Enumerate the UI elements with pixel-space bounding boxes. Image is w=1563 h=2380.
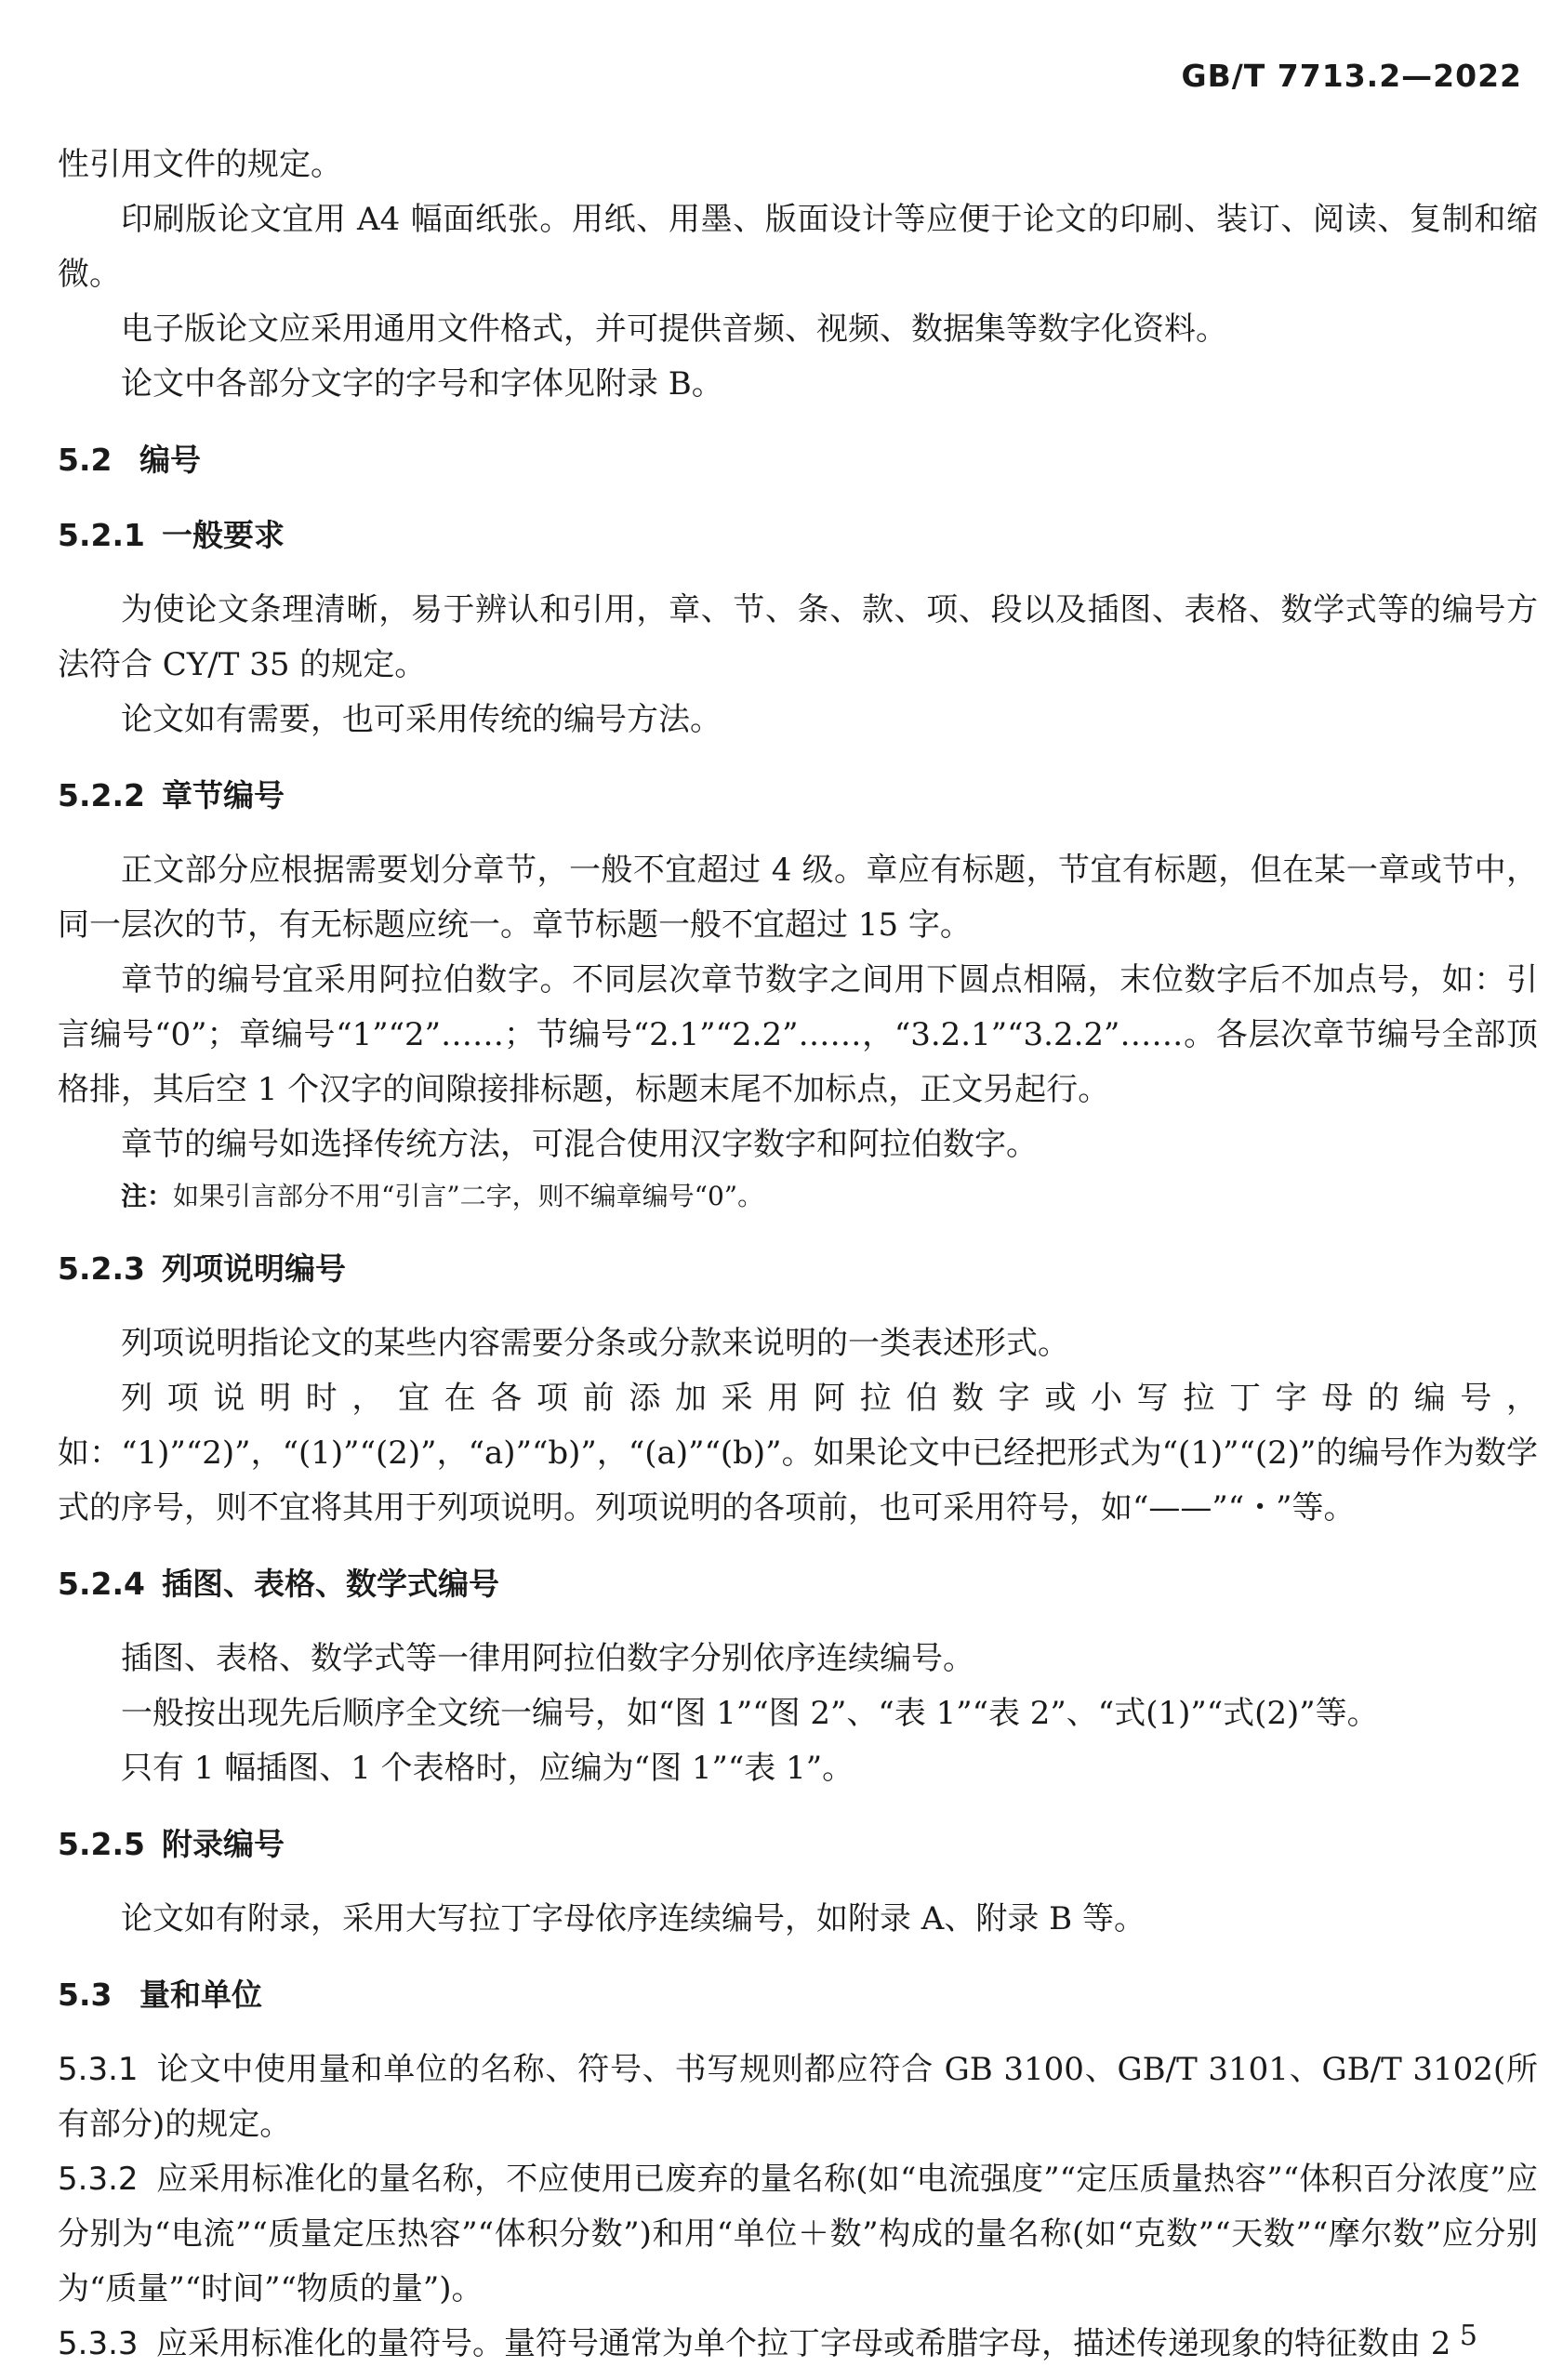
section-heading-5-2-1 [58, 508, 1538, 562]
section-number: 5.2.5 [58, 1826, 145, 1862]
section-title: 量和单位 [139, 1977, 262, 2013]
clause-number: 5.3.3 [58, 2325, 139, 2362]
note [58, 1172, 1538, 1221]
paragraph: 论文中各部分文字的字号和字体见附录 B。 [121, 365, 723, 403]
paragraph: 列项说明指论文的某些内容需要分条或分款来说明的一类表述形式。 [121, 1325, 1069, 1362]
section-title: 插图、表格、数学式编号 [162, 1566, 499, 1602]
clause-5-3-3 [58, 2317, 1538, 2372]
section-heading-5-3 [58, 1967, 1538, 2022]
section-title: 编号 [139, 442, 201, 478]
clause-number: 5.3.1 [58, 2051, 139, 2088]
section-heading-5-2-2 [58, 768, 1538, 823]
paragraph: 章节的编号如选择传统方法，可混合使用汉字数字和阿拉伯数字。 [121, 1126, 1038, 1163]
clause-5-3-1 [58, 2043, 1538, 2152]
section-title: 附录编号 [162, 1826, 285, 1862]
section-number: 5.2.3 [58, 1250, 145, 1287]
paragraph: 只有 1 幅插图、1 个表格时，应编为“图 1”“表 1”。 [121, 1750, 854, 1787]
section-title: 章节编号 [162, 777, 285, 813]
section-number: 5.2.2 [58, 777, 145, 813]
note-label: 注： [121, 1181, 174, 1211]
paragraph: 正文部分应根据需要划分章节，一般不宜超过 4 级。章应有标题，节宜有标题，但在某一章或节中，同一层次的节，有无标题应统一。章节标题一般不宜超过 15 字。 [58, 852, 1538, 944]
paragraph: 性引用文件的规定。 [58, 146, 342, 183]
page-number: 5 [1459, 2320, 1477, 2352]
document-id: GB/T 7713.2—2022 [1181, 58, 1522, 94]
clause-number: 5.3.2 [58, 2161, 139, 2198]
section-heading-5-2-3 [58, 1241, 1538, 1296]
paragraph: 列项说明时，宜在各项前添加采用阿拉伯数字或小写拉丁字母的编号，如：“1)”“2)”，“(1)”“(2)”，“a)”“b)”，“(a)”“(b)”。如果论文中已经把形式为“(1)”“(2)”的编号作为数学式的序号，则不宜将其用于列项说明。列项说明的各项前，也可采用符号，如“——”“・”等。 [58, 1380, 1538, 1527]
section-number: 5.2.1 [58, 517, 145, 553]
section-number: 5.3 [58, 1977, 113, 2013]
paragraph: 印刷版论文宜用 A4 幅面纸张。用纸、用墨、版面设计等应便于论文的印刷、装订、阅读、复制和缩微。 [58, 201, 1538, 293]
paragraph: 论文如有需要，也可采用传统的编号方法。 [121, 701, 722, 738]
section-number: 5.2 [58, 442, 113, 478]
section-heading-5-2-5 [58, 1817, 1538, 1871]
clause-text: 应采用标准化的量符号。量符号通常为单个拉丁字母或希腊字母，描述传递现象的特征数由 2 [156, 2325, 1451, 2362]
paragraph: 插图、表格、数学式等一律用阿拉伯数字分别依序连续编号。 [121, 1640, 974, 1677]
clause-5-3-2 [58, 2152, 1538, 2317]
clause-text: 论文中使用量和单位的名称、符号、书写规则都应符合 GB 3100、GB/T 3101、GB/T 3102(所有部分)的规定。 [58, 2051, 1538, 2143]
note-text: 如果引言部分不用“引言”二字，则不编章编号“0”。 [173, 1181, 764, 1211]
section-heading-5-2 [58, 432, 1538, 487]
clause-text: 应采用标准化的量名称，不应使用已废弃的量名称(如“电流强度”“定压质量热容”“体积百分浓度”应分别为“电流”“质量定压热容”“体积分数”)和用“单位＋数”构成的量名称(如“克数”“天数”“摩尔数”应分别为“质量”“时间”“物质的量”)。 [58, 2161, 1538, 2307]
section-number: 5.2.4 [58, 1566, 145, 1602]
section-heading-5-2-4 [58, 1556, 1538, 1611]
page-body [58, 138, 1538, 2372]
paragraph: 论文如有附录，采用大写拉丁字母依序连续编号，如附录 A、附录 B 等。 [121, 1900, 1146, 1937]
section-title: 列项说明编号 [162, 1250, 346, 1287]
paragraph: 一般按出现先后顺序全文统一编号，如“图 1”“图 2”、“表 1”“表 2”、“式(1)”“式(2)”等。 [121, 1695, 1379, 1732]
paragraph: 电子版论文应采用通用文件格式，并可提供音频、视频、数据集等数字化资料。 [121, 311, 1227, 348]
paragraph: 为使论文条理清晰，易于辨认和引用，章、节、条、款、项、段以及插图、表格、数学式等的编号方法符合 CY/T 35 的规定。 [58, 591, 1538, 683]
section-title: 一般要求 [162, 517, 285, 553]
paragraph: 章节的编号宜采用阿拉伯数字。不同层次章节数字之间用下圆点相隔，末位数字后不加点号，如：引言编号“0”；章编号“1”“2”……；节编号“2.1”“2.2”……，“3.2.1”“3.2.2”……。各层次章节编号全部顶格排，其后空 1 个汉字的间隙接排标题，标题末尾不加标点，正文另起行。 [58, 961, 1538, 1108]
